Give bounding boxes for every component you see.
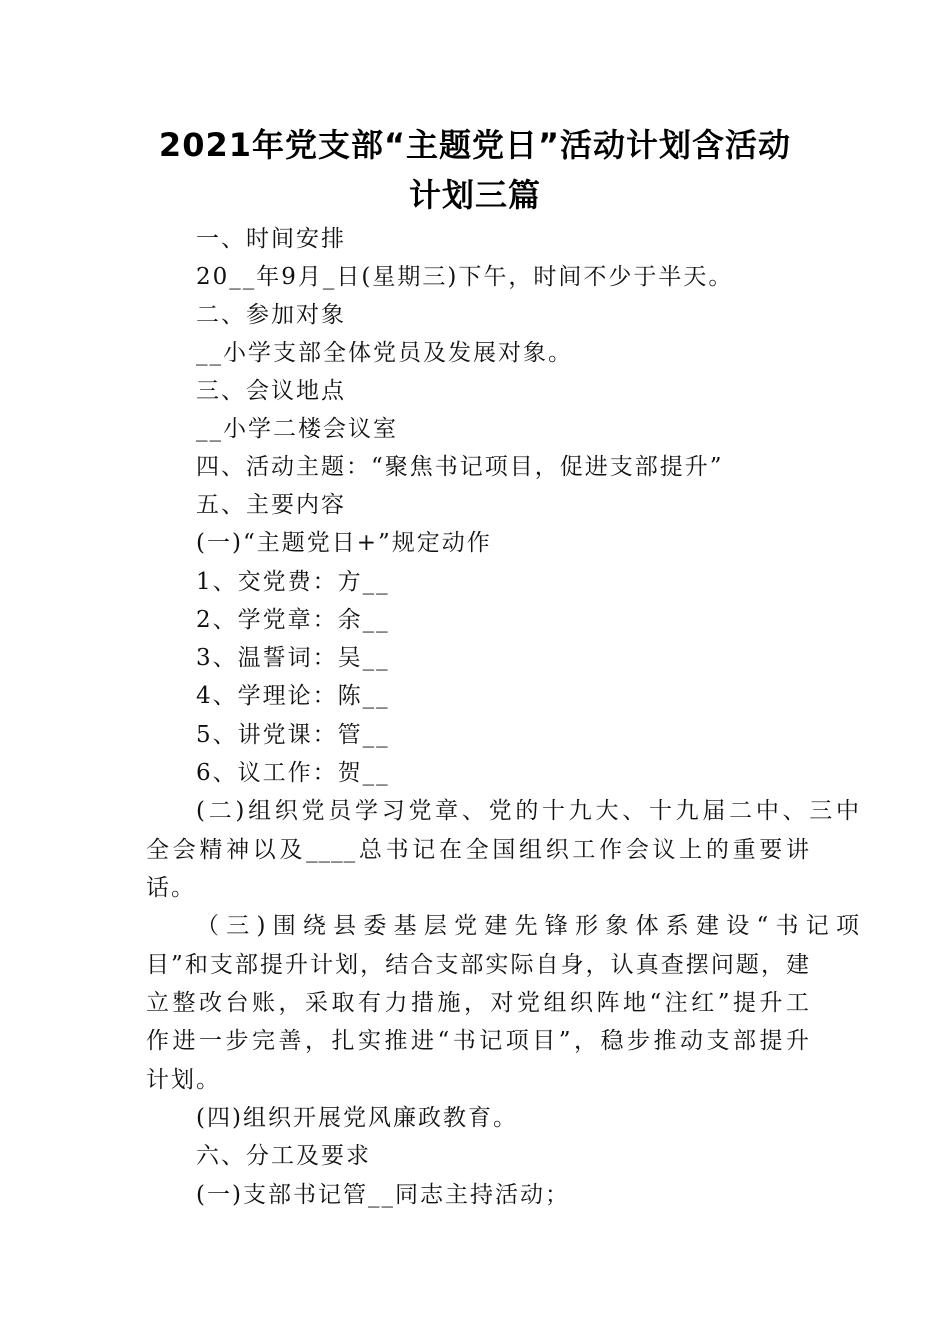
section-heading-division: 六、分工及要求 [196, 1143, 371, 1169]
list-item: 6、议工作：贺__ [196, 760, 390, 786]
subsection-heading: (四)组织开展党风廉政教育。 [196, 1105, 518, 1131]
list-item: 2、学党章：余__ [196, 607, 390, 633]
document-title-line-1: 2021年党支部“主题党日”活动计划含活动 [158, 126, 792, 164]
list-item: 1、交党费：方__ [196, 569, 390, 595]
list-item: 4、学理论：陈__ [196, 683, 390, 709]
list-item: 5、讲党课：管__ [196, 722, 390, 748]
section-heading-theme: 四、活动主题：“聚焦书记项目，促进支部提升” [196, 454, 724, 480]
paragraph-line: 全会精神以及____总书记在全国组织工作会议上的重要讲 [146, 837, 810, 863]
subsection-heading: (一)“主题党日+”规定动作 [196, 530, 492, 556]
paragraph-line: 计划。 [146, 1067, 221, 1093]
section-heading-content: 五、主要内容 [196, 492, 346, 518]
paragraph-line: （三)围绕县委基层党建先锋形象体系建设“书记项 [196, 913, 860, 939]
section-heading-participants: 二、参加对象 [196, 302, 346, 328]
body-line: __小学二楼会议室 [196, 416, 398, 442]
paragraph-line: 目”和支部提升计划，结合支部实际自身，认真查摆问题，建 [146, 952, 810, 978]
paragraph-line: (二)组织党员学习党章、党的十九大、十九届二中、三中 [196, 798, 860, 824]
subsection-heading: (一)支部书记管__同志主持活动； [196, 1182, 570, 1208]
paragraph-line: 作进一步完善，扎实推进“书记项目”，稳步推动支部提升 [146, 1028, 810, 1054]
section-heading-time: 一、时间安排 [196, 226, 346, 252]
body-line: __小学支部全体党员及发展对象。 [196, 340, 573, 366]
body-line: 20__年9月_日(星期三)下午，时间不少于半天。 [196, 264, 734, 290]
paragraph-line: 话。 [146, 875, 196, 901]
list-item: 3、温誓词：吴__ [196, 645, 390, 671]
paragraph-line: 立整改台账，采取有力措施，对党组织阵地“注红”提升工 [146, 990, 810, 1016]
document-title-line-2: 计划三篇 [408, 176, 541, 214]
section-heading-location: 三、会议地点 [196, 378, 346, 404]
